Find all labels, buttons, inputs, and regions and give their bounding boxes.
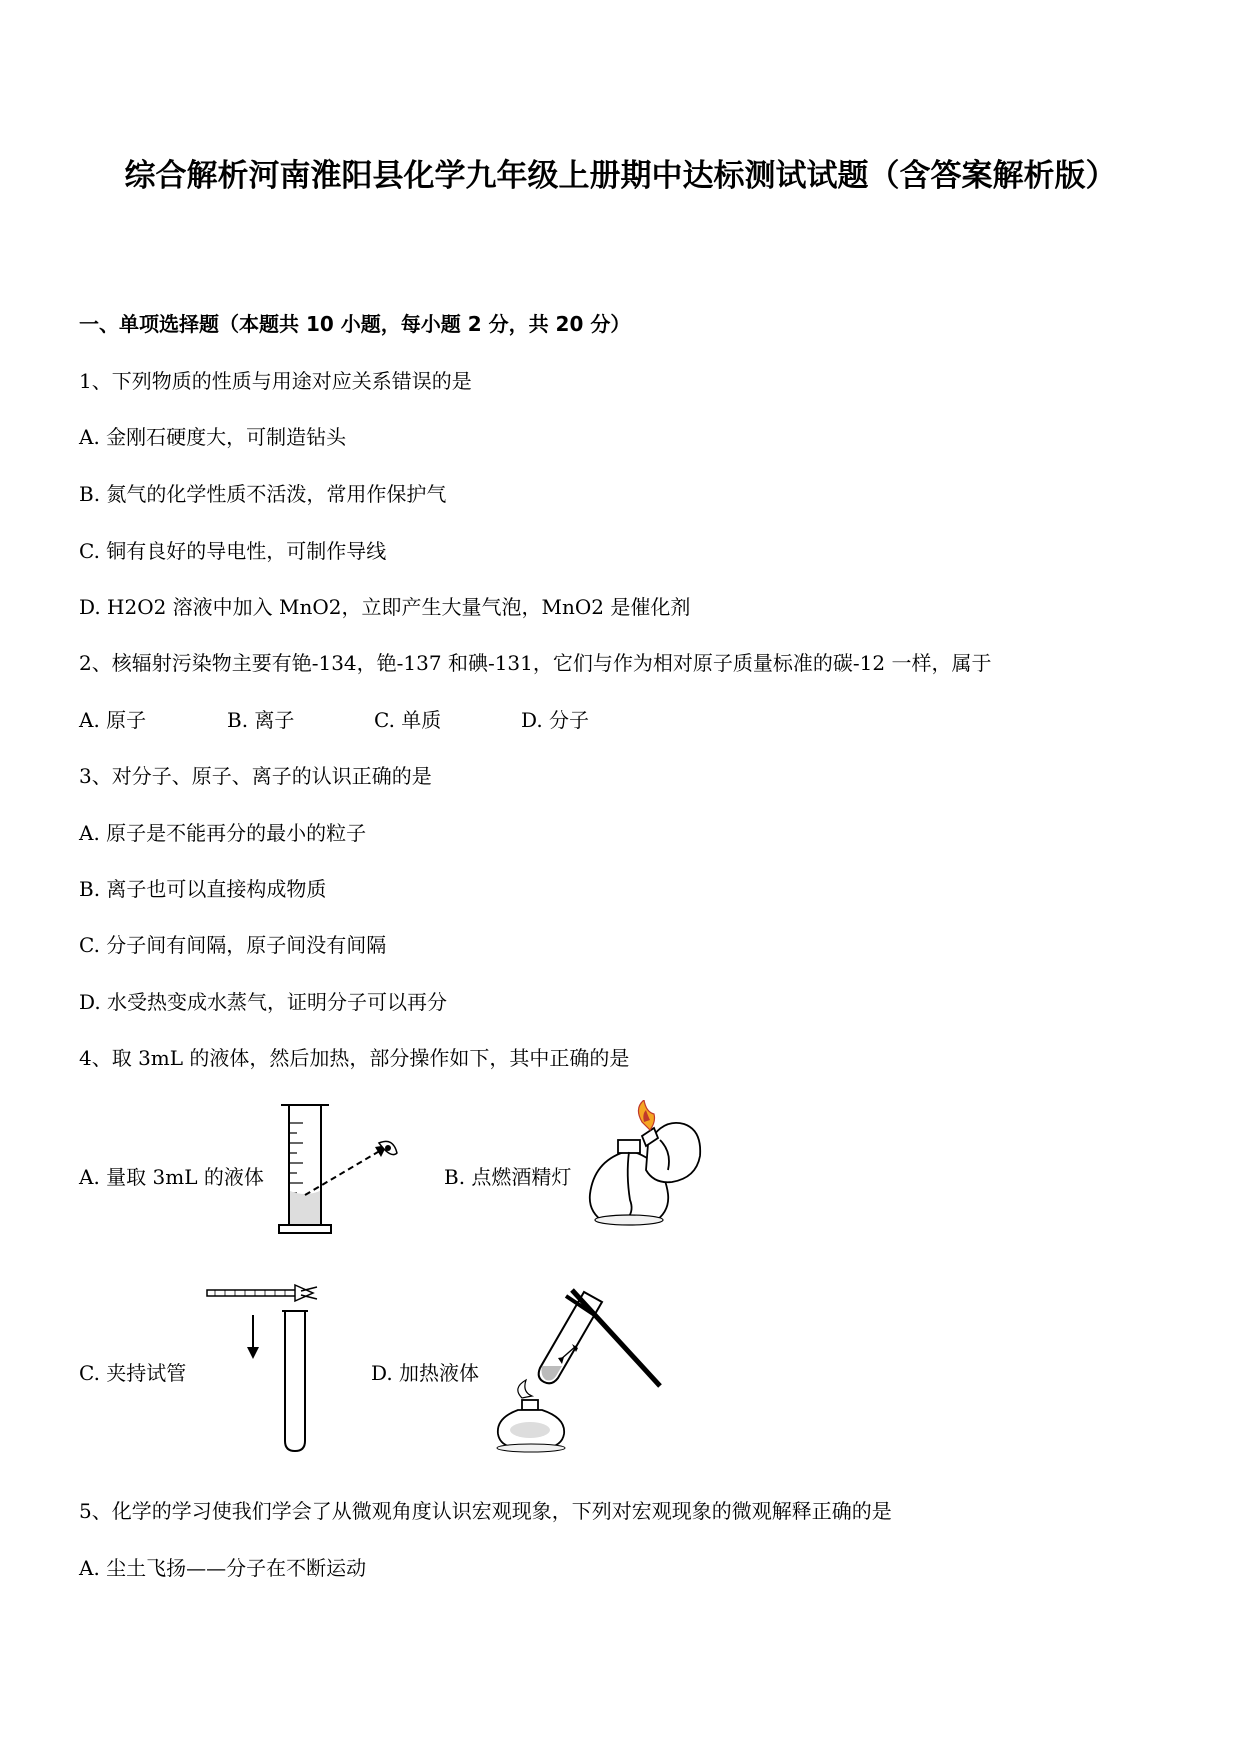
question-3-option-a: A. 原子是不能再分的最小的粒子 bbox=[79, 821, 367, 845]
question-2-option-a: A. 原子 bbox=[79, 708, 147, 732]
question-4-option-c: C. 夹持试管 bbox=[79, 1361, 187, 1385]
heating-liquid-in-test-tube-icon bbox=[492, 1280, 667, 1458]
question-2-option-d: D. 分子 bbox=[521, 708, 590, 732]
graduated-cylinder-reading-icon bbox=[275, 1103, 405, 1238]
question-1-stem: 1、下列物质的性质与用途对应关系错误的是 bbox=[79, 369, 472, 393]
question-4-option-a: A. 量取 3mL 的液体 bbox=[79, 1165, 264, 1189]
question-5-stem: 5、化学的学习使我们学会了从微观角度认识宏观现象，下列对宏观现象的微观解释正确的是 bbox=[79, 1499, 892, 1523]
question-2-option-b: B. 离子 bbox=[227, 708, 295, 732]
section-heading: 一、单项选择题（本题共 10 小题，每小题 2 分，共 20 分） bbox=[79, 312, 631, 336]
question-4-stem: 4、取 3mL 的液体，然后加热，部分操作如下，其中正确的是 bbox=[79, 1046, 630, 1070]
question-3-option-c: C. 分子间有间隔，原子间没有间隔 bbox=[79, 933, 387, 957]
question-2-stem: 2、核辐射污染物主要有铯-134，铯-137 和碘-131，它们与作为相对原子质量标准的碳-12 一样，属于 bbox=[79, 651, 992, 675]
question-3-stem: 3、对分子、原子、离子的认识正确的是 bbox=[79, 764, 432, 788]
question-4-option-d: D. 加热液体 bbox=[371, 1361, 480, 1385]
question-1-option-c: C. 铜有良好的导电性，可制作导线 bbox=[79, 539, 387, 563]
question-3-option-d: D. 水受热变成水蒸气，证明分子可以再分 bbox=[79, 990, 448, 1014]
question-1-option-a: A. 金刚石硬度大，可制造钻头 bbox=[79, 425, 347, 449]
question-2-option-c: C. 单质 bbox=[374, 708, 442, 732]
test-tube-holder-clamping-icon bbox=[205, 1281, 325, 1453]
question-2-options bbox=[79, 704, 589, 733]
page-title: 综合解析河南淮阳县化学九年级上册期中达标测试试题（含答案解析版） bbox=[124, 158, 1117, 194]
question-5-option-a: A. 尘土飞扬——分子在不断运动 bbox=[79, 1556, 367, 1580]
question-1-option-b: B. 氮气的化学性质不活泼，常用作保护气 bbox=[79, 482, 447, 506]
question-1-option-d: D. H2O2 溶液中加入 MnO2，立即产生大量气泡，MnO2 是催化剂 bbox=[79, 595, 691, 619]
alcohol-lamp-lighting-icon bbox=[584, 1100, 709, 1240]
question-4-option-b: B. 点燃酒精灯 bbox=[444, 1165, 572, 1189]
question-3-option-b: B. 离子也可以直接构成物质 bbox=[79, 877, 327, 901]
